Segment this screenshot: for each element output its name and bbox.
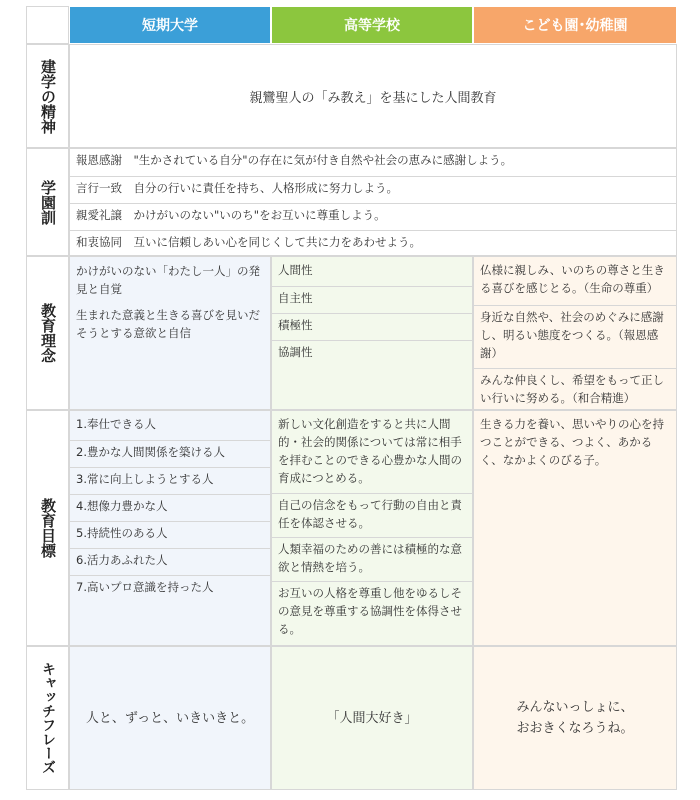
- philosophy-kodomo-item: 身近な自然や、社会のめぐみに感謝し、明るい態度をつくる。（報恩感謝）: [474, 305, 676, 368]
- catch-kodomo-line2: おおきくなろうね。: [516, 721, 634, 736]
- catch-kodomo-line1: みんないっしょに、: [516, 700, 634, 715]
- motto-item: 報恩感謝 "生かされている自分"の存在に気が付き自然や社会の恵みに感謝しよう。: [76, 153, 513, 167]
- spirit-sentence: 親鸞聖人の「み教え」を基にした人間教育: [249, 90, 497, 106]
- row-label-motto: 学園訓: [26, 148, 69, 256]
- goals-tanki-item: 5.持続性のある人: [70, 521, 270, 548]
- goals-koko-item: 人類幸福のための善には積極的な意欲と情熱を培う。: [272, 537, 472, 581]
- philosophy-koko-item: 積極性: [272, 313, 472, 340]
- philosophy-tanki: [69, 256, 271, 410]
- goals-koko: [271, 410, 473, 646]
- motto-item: 言行一致 自分の行いに責任を持ち、人格形成に努力しよう。: [70, 176, 676, 203]
- goals-tanki-item: 4.想像力豊かな人: [70, 494, 270, 521]
- philosophy-tanki-item: 生まれた意義と生きる喜びを見いだそうとする意欲と自信: [76, 308, 260, 340]
- header-koko: 高等学校: [271, 6, 473, 44]
- header-tanki: 短期大学: [69, 6, 271, 44]
- philosophy-koko-item: 協調性: [272, 340, 472, 367]
- motto-list: [69, 148, 677, 256]
- philosophy-koko-item: 自主性: [272, 286, 472, 313]
- philosophy-tanki-item: かけがいのない「わたし一人」の発見と自覚: [76, 264, 260, 296]
- spirit-text: [69, 44, 677, 148]
- goals-kodomo-item: 生きる力を養い、思いやりの心を持つことができる、つよく、あかるく、なかよくのびる子。: [480, 417, 664, 467]
- philosophy-koko: [271, 256, 473, 410]
- goals-tanki-item: 7.高いプロ意識を持った人: [70, 575, 270, 602]
- goals-koko-item: 自己の信念をもって行動の自由と責任を体認させる。: [272, 493, 472, 537]
- goals-tanki-item: 2.豊かな人間関係を築ける人: [70, 440, 270, 467]
- philosophy-kodomo-item: 仏様に親しみ、いのちの尊さと生きる喜びを感じとる。（生命の尊重）: [480, 263, 665, 295]
- goals-koko-item: お互いの人格を尊重し他をゆるしその意見を尊重する協調性を体得させる。: [272, 581, 472, 645]
- catch-kodomo: [473, 646, 677, 790]
- philosophy-kodomo-item: みんな仲良くし、希望をもって正しい行いに努める。（和合精進）: [474, 368, 676, 409]
- catch-tanki-text: 人と、ずっと、いきいきと。: [85, 710, 255, 726]
- goals-tanki-item: 1.奉仕できる人: [76, 417, 156, 431]
- header-kodomo: こども園･幼稚園: [473, 6, 677, 44]
- row-label-catchphrase: キャッチフレーズ: [26, 646, 69, 790]
- goals-kodomo: [473, 410, 677, 646]
- motto-item: 和衷協同 互いに信頼しあい心を同じくして共に力をあわせよう。: [70, 230, 676, 255]
- philosophy-kodomo: [473, 256, 677, 410]
- row-label-philosophy: 教育理念: [26, 256, 69, 410]
- motto-item: 親愛礼譲 かけがいのない"いのち"をお互いに尊重しよう。: [70, 203, 676, 230]
- goals-tanki-item: 6.活力あふれた人: [70, 548, 270, 575]
- row-label-goals: 教育目標: [26, 410, 69, 646]
- catch-koko-text: 「人間大好き」: [326, 710, 418, 726]
- goals-tanki: [69, 410, 271, 646]
- header-corner: [26, 6, 69, 44]
- goals-koko-item: 新しい文化創造をすると共に人間的・社会的関係については常に相手を拝むことのできる心豊かな人間の育成につとめる。: [278, 417, 462, 485]
- catch-koko: [271, 646, 473, 790]
- philosophy-koko-item: 人間性: [278, 263, 313, 277]
- catch-tanki: [69, 646, 271, 790]
- row-label-spirit: 建学の精神: [26, 44, 69, 148]
- goals-tanki-item: 3.常に向上しようとする人: [70, 467, 270, 494]
